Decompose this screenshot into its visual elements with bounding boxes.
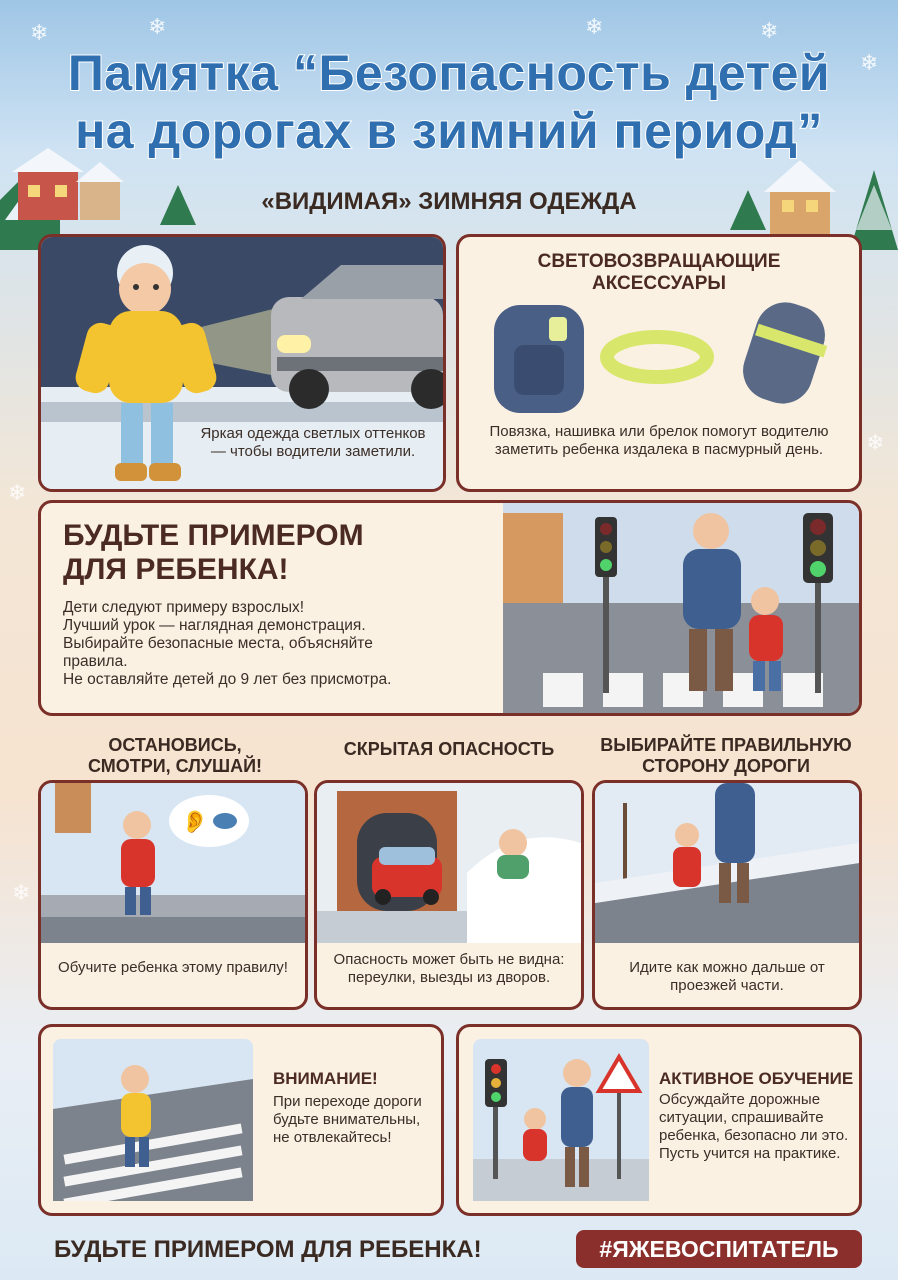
panel-choose-road-side [592, 780, 862, 1010]
eye-icon [213, 813, 237, 829]
panel-reflective-accessories [456, 234, 862, 492]
parent-teaching-child-illustration [473, 1039, 649, 1201]
choose-side-caption: Идите как можно дальше от проезжей части. [629, 959, 825, 994]
panel-be-an-example [38, 500, 862, 716]
snowflake-icon: ❄ [585, 14, 604, 39]
snowflake-icon: ❄ [860, 50, 879, 75]
example-text-line: правила. [63, 653, 128, 670]
panel-stop-look-listen [38, 780, 308, 1010]
walking-away-from-road-illustration [595, 783, 859, 943]
stop-look-caption: Обучите ребенка этому правилу! [58, 959, 288, 976]
snowflake-icon: ❄ [30, 20, 49, 45]
child-on-sidewalk-illustration [41, 783, 305, 943]
section-visible-clothing-heading: «ВИДИМАЯ» ЗИМНЯЯ ОДЕЖДА [261, 188, 637, 215]
panel-hidden-danger [314, 780, 584, 1010]
heading-stop-look-listen [40, 735, 310, 777]
reflective-band-icon [607, 337, 707, 377]
page-title [0, 44, 898, 160]
example-title-line-1: БУДЬТЕ ПРИМЕРОМ [63, 519, 364, 552]
attention-title: ВНИМАНИЕ! [273, 1069, 378, 1088]
heading-choose-side [590, 735, 862, 777]
example-text-line: Дети следуют примеру взрослых! [63, 599, 305, 616]
example-text [63, 599, 503, 689]
heading-stop-line-1: ОСТАНОВИСЬ, [108, 735, 242, 755]
heading-side-line-1: ВЫБИРАЙТЕ ПРАВИЛЬНУЮ [600, 735, 852, 755]
hidden-danger-caption: Опасность может быть не видна: переулки, выезды из дворов. [333, 951, 565, 986]
snowflake-icon: ❄ [12, 880, 31, 905]
snowflake-icon: ❄ [866, 430, 885, 455]
learning-title: АКТИВНОЕ ОБУЧЕНИЕ [659, 1069, 854, 1088]
title-line-1: Памятка “Безопасность детей [67, 45, 831, 101]
example-text-line: Выбирайте безопасные места, объясняйте [63, 635, 373, 652]
heading-hidden-danger: СКРЫТАЯ ОПАСНОСТЬ [343, 739, 555, 759]
heading-stop-line-2: СМОТРИ, СЛУШАЙ! [87, 756, 263, 776]
snowflake-icon: ❄ [148, 14, 167, 39]
learning-text: Обсуждайте дорожные ситуации, спрашивайте ребенка, безопасно ли это. Пусть учится на практике. [659, 1091, 849, 1162]
reflective-items-illustration [479, 295, 849, 415]
example-text-line: Лучший урок — наглядная демонстрация. [63, 617, 366, 634]
example-text-line: Не оставляйте детей до 9 лет без присмотра. [63, 671, 392, 688]
reflective-title [459, 251, 859, 295]
reflective-caption: Повязка, нашивка или брелок помогут водителю заметить ребенка издалека в пасмурный день. [489, 423, 829, 458]
ear-icon: 👂 [181, 810, 209, 835]
attention-text: При переходе дороги будьте внимательны, не отвлекайтесь! [273, 1093, 422, 1146]
car-from-archway-illustration [317, 783, 581, 943]
bright-clothes-caption: Яркая одежда светлых оттенков — чтобы водители заметили. [200, 425, 426, 460]
reflective-mitten-icon [735, 295, 832, 411]
snowflake-icon: ❄ [8, 480, 27, 505]
footer-slogan: БУДЬТЕ ПРИМЕРОМ ДЛЯ РЕБЕНКА! [54, 1236, 482, 1263]
panel-attention [38, 1024, 444, 1216]
backpack-icon [494, 305, 584, 413]
example-title [63, 519, 364, 587]
title-line-2: на дорогах в зимний период” [75, 103, 823, 159]
parent-and-child-crossing-illustration [503, 503, 859, 713]
panel-bright-clothes [38, 234, 446, 492]
snowflake-icon: ❄ [760, 18, 779, 43]
panel-active-learning [456, 1024, 862, 1216]
child-crossing-illustration [53, 1039, 253, 1201]
heading-side-line-2: СТОРОНУ ДОРОГИ [642, 756, 810, 776]
reflective-title-line-1: СВЕТОВОЗВРАЩАЮЩИЕ [537, 251, 781, 272]
reflective-title-line-2: АКСЕССУАРЫ [591, 273, 727, 294]
example-title-line-2: ДЛЯ РЕБЕНКА! [63, 553, 289, 586]
hashtag-badge: #ЯЖЕВОСПИТАТЕЛЬ [576, 1230, 862, 1268]
